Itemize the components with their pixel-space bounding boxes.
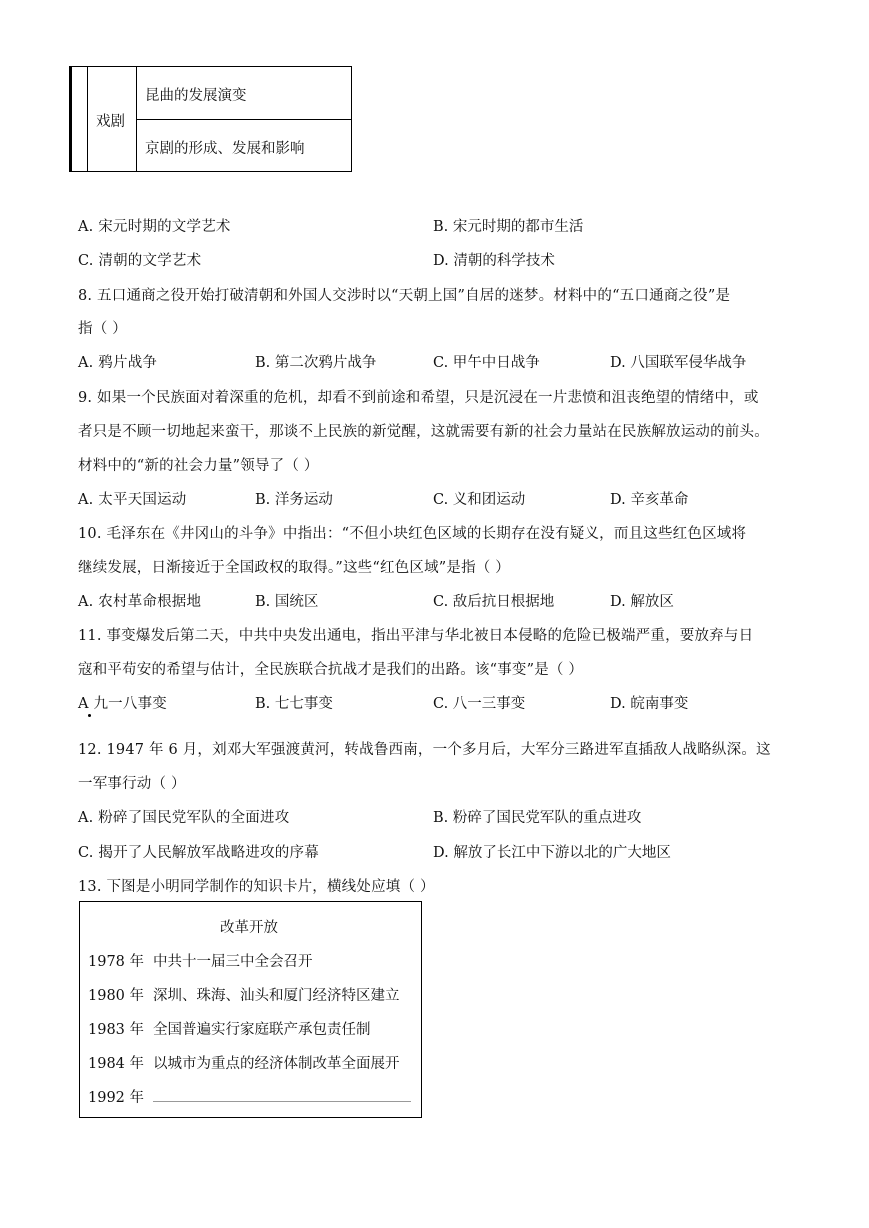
- q8-option-a[interactable]: A. 鸦片战争: [78, 355, 158, 371]
- table-blank-column: [70, 67, 88, 171]
- q11-option-b[interactable]: B. 七七事变: [255, 696, 333, 712]
- q11-option-a[interactable]: A 九一八事变: [78, 696, 167, 712]
- card-title: 改革开放: [220, 920, 278, 936]
- card-row-year: 1978 年: [88, 954, 145, 970]
- table-row-divider: [136, 119, 351, 120]
- q12-option-d[interactable]: D. 解放了长江中下游以北的广大地区: [433, 845, 671, 861]
- q11-stem-line1: 11. 事变爆发后第二天，中共中央发出通电，指出平津与华北被日本侵略的危险已极端严重，要放弃与日: [78, 628, 754, 644]
- table-row-2: 京剧的形成、发展和影响: [145, 141, 305, 157]
- q11-option-c[interactable]: C. 八一三事变: [433, 696, 526, 712]
- q10-stem-line1: 10. 毛泽东在《井冈山的斗争》中指出：“不但小块红色区域的长期存在没有疑义，而且这些红色区域将: [78, 526, 747, 542]
- card-row-event: 深圳、珠海、汕头和厦门经济特区建立: [153, 988, 400, 1004]
- q8-option-b[interactable]: B. 第二次鸦片战争: [255, 355, 377, 371]
- q11-stem-line2: 寇和平苟安的希望与估计，全民族联合抗战才是我们的出路。该“事变”是（ ）: [78, 662, 584, 678]
- q9-stem-line1: 9. 如果一个民族面对着深重的危机，却看不到前途和希望，只是沉浸在一片悲愤和沮丧绝望的情绪中，或: [78, 390, 759, 406]
- q12-option-b[interactable]: B. 粉碎了国民党军队的重点进攻: [433, 810, 642, 826]
- q9-option-a[interactable]: A. 太平天国运动: [78, 492, 187, 508]
- q10-option-a[interactable]: A. 农村革命根据地: [78, 594, 202, 610]
- q9-option-d[interactable]: D. 辛亥革命: [610, 492, 689, 508]
- card-row-year: 1984 年: [88, 1056, 145, 1072]
- q10-stem-line2: 继续发展，日渐接近于全国政权的取得。”这些“红色区域”是指（ ）: [78, 560, 510, 576]
- card-row-event: 以城市为重点的经济体制改革全面展开: [153, 1056, 400, 1072]
- q9-stem-line3: 材料中的“新的社会力量”领导了（ ）: [78, 458, 319, 474]
- card-row-year: 1992 年: [88, 1090, 145, 1106]
- q9-stem-line2: 者只是不顾一切地起来蛮干，那谈不上民族的新觉醒，这就需要有新的社会力量站在民族解放运动的前头。: [78, 424, 769, 440]
- q7-option-c[interactable]: C. 清朝的文学艺术: [78, 253, 202, 269]
- stray-dot-mark: [88, 714, 91, 717]
- q7-option-d[interactable]: D. 清朝的科学技术: [433, 253, 555, 269]
- card-row-event: 中共十一届三中全会召开: [153, 954, 313, 970]
- topic-table: [69, 66, 352, 172]
- table-row-1: 昆曲的发展演变: [145, 88, 247, 104]
- q7-option-a[interactable]: A. 宋元时期的文学艺术: [78, 219, 231, 235]
- q9-option-b[interactable]: B. 洋务运动: [255, 492, 333, 508]
- card-answer-blank[interactable]: [153, 1101, 411, 1102]
- q10-option-d[interactable]: D. 解放区: [610, 594, 674, 610]
- table-category-label: 戏剧: [96, 114, 125, 130]
- q13-stem-line1: 13. 下图是小明同学制作的知识卡片，横线处应填（ ）: [78, 879, 435, 895]
- q8-stem-line2: 指（ ）: [78, 321, 127, 337]
- q8-stem-line1: 8. 五口通商之役开始打破清朝和外国人交涉时以“天朝上国”自居的迷梦。材料中的“五口通商之役”是: [78, 288, 731, 304]
- q12-option-c[interactable]: C. 揭开了人民解放军战略进攻的序幕: [78, 845, 319, 861]
- card-row-year: 1980 年: [88, 988, 145, 1004]
- card-row-event: 全国普遍实行家庭联产承包责任制: [153, 1022, 371, 1038]
- q10-option-b[interactable]: B. 国统区: [255, 594, 319, 610]
- q10-option-c[interactable]: C. 敌后抗日根据地: [433, 594, 555, 610]
- q8-option-d[interactable]: D. 八国联军侵华战争: [610, 355, 747, 371]
- card-row-year: 1983 年: [88, 1022, 145, 1038]
- q11-option-d[interactable]: D. 皖南事变: [610, 696, 689, 712]
- q8-option-c[interactable]: C. 甲午中日战争: [433, 355, 540, 371]
- q7-option-b[interactable]: B. 宋元时期的都市生活: [433, 219, 584, 235]
- q12-stem-line1: 12. 1947 年 6 月，刘邓大军强渡黄河，转战鲁西南，一个多月后，大军分三路进军直插敌人战略纵深。这: [78, 742, 771, 758]
- q9-option-c[interactable]: C. 义和团运动: [433, 492, 526, 508]
- q12-stem-line2: 一军事行动（ ）: [78, 776, 186, 792]
- q12-option-a[interactable]: A. 粉碎了国民党军队的全面进攻: [78, 810, 290, 826]
